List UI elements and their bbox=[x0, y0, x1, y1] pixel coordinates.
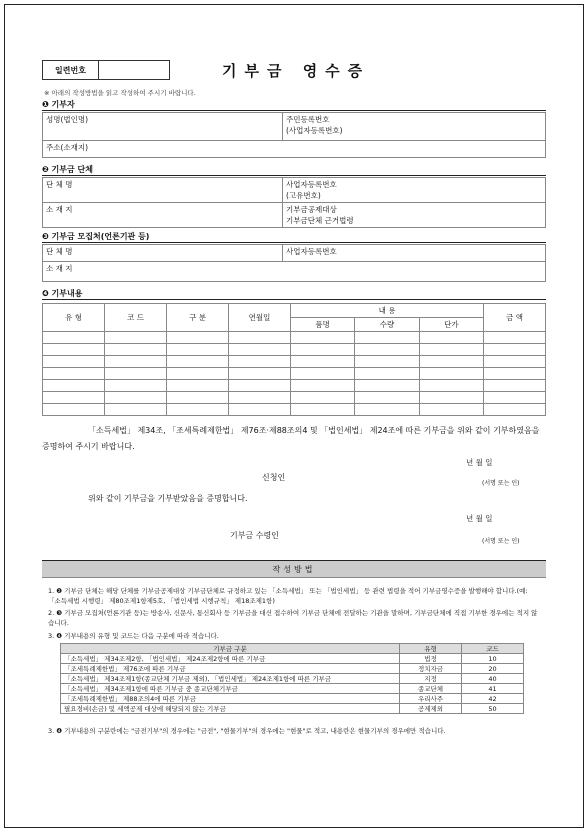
col-code: 코 드 bbox=[105, 304, 167, 332]
page-title: 기부금 영수증 bbox=[222, 62, 371, 80]
instruction-2: 2. ❸ 기부금 모집처(언론기관 등)는 방송사, 신문사, 통신회사 등 기부금을 대신 접수하여 기부금 단체에 전달하는 기관을 말하며, 기부금단체에 직접 기부한 경우에는 적지 않습니다. bbox=[48, 609, 538, 627]
code-table bbox=[60, 643, 524, 714]
org-basis-label: 기부금공제대상 bbox=[286, 205, 337, 214]
table-row[interactable] bbox=[43, 332, 546, 344]
donor-name-label: 성명(법인명) bbox=[43, 113, 283, 141]
table-row: 「조세특례제한법」 제76조에 따른 기부금 정치자금 20 bbox=[61, 664, 524, 674]
table-row[interactable] bbox=[43, 392, 546, 404]
instruction-3: 3. ❹ 기부내용의 유형 및 코드는 다음 구분에 따라 적습니다. bbox=[48, 632, 219, 640]
org-reg-cell[interactable] bbox=[283, 178, 546, 203]
org-location-label: 소 재 지 bbox=[43, 203, 283, 228]
col-item: 품명 bbox=[291, 318, 355, 332]
org-reg-label: 사업자등록번호 bbox=[286, 180, 337, 189]
applicant-sign[interactable]: (서명 또는 인) bbox=[482, 480, 520, 487]
contents-table bbox=[42, 303, 546, 416]
request-date[interactable]: 년 월 일 bbox=[466, 458, 493, 467]
instruction-4: 3. ❹ 기부내용의 구분란에는 "금전기부"의 경우에는 "금전", "현물기부"의 경우에는 "현물"로 적고, 내용란은 현물기부의 경우에만 적습니다. bbox=[48, 727, 446, 735]
table-row[interactable] bbox=[43, 380, 546, 392]
table-row[interactable] bbox=[43, 404, 546, 416]
table-row: 「소득세법」 제34조제2항, 「법인세법」 제24조제2항에 따른 기부금 법정 10 bbox=[61, 654, 524, 664]
donor-section-heading: ❶ 기부자 bbox=[42, 99, 546, 111]
table-row[interactable] bbox=[43, 356, 546, 368]
agency-section-heading: ❸ 기부금 모집처(언론기관 등) bbox=[42, 231, 546, 243]
donor-address-label: 주소(소재지) bbox=[43, 141, 546, 158]
receipt-date[interactable]: 년 월 일 bbox=[466, 514, 493, 523]
instruction-1: 1. ❷ 기부금 단체는 해당 단체를 기부금공제대상 기부금단체로 규정하고 있는 「소득세법」 또는 「법인세법」 등 관련 법령을 적어 기부금영수증을 발행해야 합니다.(예: 「소득세법 시행령」 제80조제1항제5호, 「법인세법 시행규칙」 제18조제1항) bbox=[48, 587, 528, 605]
org-table bbox=[42, 177, 546, 228]
col-type: 유 형 bbox=[43, 304, 105, 332]
agency-location-label: 소 재 지 bbox=[43, 262, 546, 282]
table-row[interactable] bbox=[43, 368, 546, 380]
col-content: 내 용 bbox=[291, 304, 484, 318]
notice-text: ※ 아래의 작성방법을 읽고 작성하여 주시기 바랍니다. bbox=[44, 89, 196, 97]
table-row: 「조세특례제한법」 제88조의4에 따른 기부금 우리사주 42 bbox=[61, 694, 524, 704]
agency-name-label: 단 체 명 bbox=[43, 245, 283, 262]
col-date: 연월일 bbox=[229, 304, 291, 332]
instructions-heading: 작성방법 bbox=[42, 560, 546, 578]
contents-section-heading: ❹ 기부내용 bbox=[42, 288, 546, 300]
col-amount: 금 액 bbox=[484, 304, 546, 332]
code-col-type: 유형 bbox=[400, 644, 462, 654]
org-basis-sublabel: 기부금단체 근거법령 bbox=[286, 216, 354, 225]
table-row: 「소득세법」 제34조제1항(종교단체 기부금 제외), 「법인세법」 제24조제1항에 따른 기부금 지정 40 bbox=[61, 674, 524, 684]
org-name-label: 단 체 명 bbox=[43, 178, 283, 203]
donor-table bbox=[42, 112, 546, 158]
donor-id-cell[interactable] bbox=[283, 113, 546, 141]
receipt-statement: 위와 같이 기부금을 기부받았음을 증명합니다. bbox=[88, 494, 248, 503]
serial-number-box bbox=[42, 60, 170, 80]
request-statement: 「소득세법」 제34조, 「조세특례제한법」 제76조·제88조의4 및 「법인세법」 제24조에 따른 기부금을 위와 같이 기부하였음을 증명하여 주시기 바랍니다. bbox=[42, 426, 540, 451]
receiver-sign[interactable]: (서명 또는 인) bbox=[482, 538, 520, 545]
donor-id-label: 주민등록번호 bbox=[286, 115, 330, 124]
applicant-label: 신청인 bbox=[262, 473, 286, 482]
org-basis-cell[interactable] bbox=[283, 203, 546, 228]
col-category: 구 분 bbox=[167, 304, 229, 332]
donor-id-sublabel: (사업자등록번호) bbox=[286, 126, 343, 135]
org-section-heading: ❷ 기부금 단체 bbox=[42, 164, 546, 176]
col-unit-price: 단가 bbox=[419, 318, 483, 332]
receiver-label: 기부금 수령인 bbox=[230, 531, 279, 540]
table-row: 「소득세법」 제34조제1항에 따른 기부금 중 종교단체기부금 종교단체 41 bbox=[61, 684, 524, 694]
code-col-code: 코드 bbox=[462, 644, 524, 654]
code-col-category: 기부금 구분 bbox=[61, 644, 400, 654]
agency-reg-label[interactable]: 사업자등록번호 bbox=[283, 245, 546, 262]
agency-table bbox=[42, 244, 546, 282]
col-qty: 수량 bbox=[355, 318, 419, 332]
serial-number-label: 일련번호 bbox=[43, 61, 99, 79]
serial-number-field[interactable] bbox=[99, 61, 169, 79]
org-reg-sublabel: (고유번호) bbox=[286, 191, 321, 200]
table-row[interactable] bbox=[43, 344, 546, 356]
table-row: 필요경비(손금) 및 세액공제 대상에 해당되지 않는 기부금 공제제외 50 bbox=[61, 704, 524, 714]
